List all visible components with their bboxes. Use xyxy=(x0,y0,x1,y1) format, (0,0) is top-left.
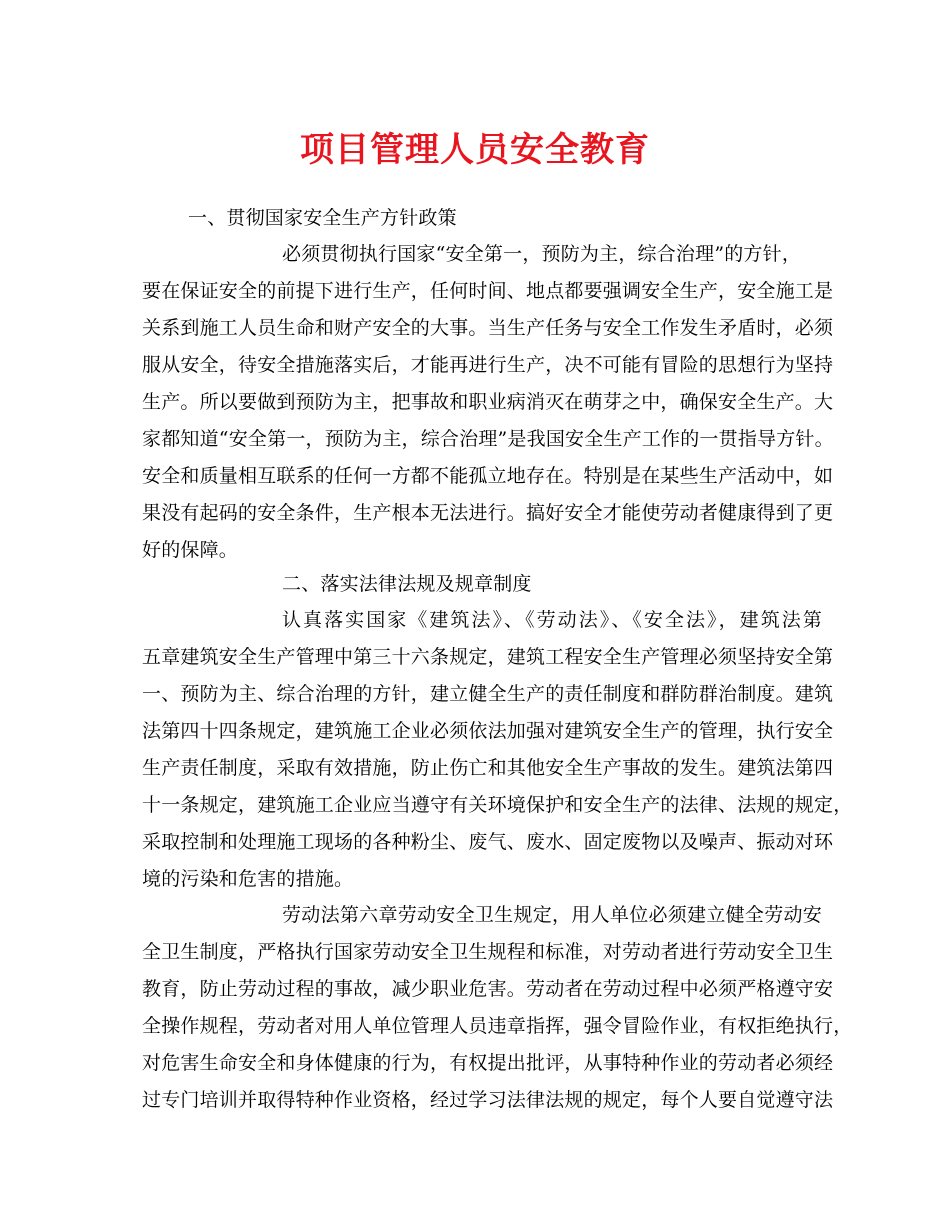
paragraph-line: 生产。所以要做到预防为主，把事故和职业病消灭在萌芽之中，确保安全生产。大 xyxy=(142,391,834,413)
paragraph-line: 五章建筑安全生产管理中第三十六条规定，建筑工程安全生产管理必须坚持安全第 xyxy=(142,646,834,668)
paragraph-line: 认真落实国家《建筑法》、《劳动法》、《安全法》，建筑法第 xyxy=(282,609,822,631)
paragraph-line: 关系到施工人员生命和财产安全的大事。当生产任务与安全工作发生矛盾时，必须 xyxy=(142,317,834,339)
paragraph-line: 必须贯彻执行国家“安全第一，预防为主，综合治理”的方针， xyxy=(282,243,802,265)
section-heading-1: 一、贯彻国家安全生产方针政策 xyxy=(188,207,457,229)
paragraph-line: 全操作规程，劳动者对用人单位管理人员违章指挥，强令冒险作业，有权拒绝执行， xyxy=(142,1015,853,1037)
paragraph-line: 好的保障。 xyxy=(142,539,239,561)
paragraph-line: 对危害生命安全和身体健康的行为，有权提出批评，从事特种作业的劳动者必须经 xyxy=(142,1052,834,1074)
page-title: 项目管理人员安全教育 xyxy=(300,130,650,170)
paragraph-line: 境的污染和危害的措施。 xyxy=(142,868,354,890)
paragraph-line: 教育，防止劳动过程的事故，减少职业危害。劳动者在劳动过程中必须严格遵守安 xyxy=(142,978,834,1000)
paragraph-line: 家都知道“安全第一，预防为主，综合治理”是我国安全生产工作的一贯指导方针。 xyxy=(142,428,834,450)
paragraph-line: 采取控制和处理施工现场的各种粉尘、废气、废水、固定废物以及噪声、振动对环 xyxy=(142,831,834,853)
paragraph-line: 果没有起码的安全条件，生产根本无法进行。搞好安全才能使劳动者健康得到了更 xyxy=(142,502,834,524)
paragraph-line: 生产责任制度，采取有效措施，防止伤亡和其他安全生产事故的发生。建筑法第四 xyxy=(142,757,834,779)
paragraph-line: 法第四十四条规定，建筑施工企业必须依法加强对建筑安全生产的管理，执行安全 xyxy=(142,720,834,742)
paragraph-line: 一、预防为主、综合治理的方针，建立健全生产的责任制度和群防群治制度。建筑 xyxy=(142,683,834,705)
paragraph-line: 过专门培训并取得特种作业资格，经过学习法律法规的规定，每个人要自觉遵守法 xyxy=(142,1089,834,1111)
section-heading-2: 二、落实法律法规及规章制度 xyxy=(282,573,532,595)
paragraph-line: 服从安全，待安全措施落实后，才能再进行生产，决不可能有冒险的思想行为坚持 xyxy=(142,354,834,376)
paragraph-line: 安全和质量相互联系的任何一方都不能孤立地存在。特别是在某些生产活动中，如 xyxy=(142,465,834,487)
paragraph-line: 十一条规定，建筑施工企业应当遵守有关环境保护和安全生产的法律、法规的规定， xyxy=(142,794,853,816)
paragraph-line: 劳动法第六章劳动安全卫生规定，用人单位必须建立健全劳动安 xyxy=(282,904,822,926)
paragraph-line: 要在保证安全的前提下进行生产，任何时间、地点都要强调安全生产，安全施工是 xyxy=(142,280,834,302)
paragraph-line: 全卫生制度，严格执行国家劳动安全卫生规程和标准，对劳动者进行劳动安全卫生 xyxy=(142,941,834,963)
